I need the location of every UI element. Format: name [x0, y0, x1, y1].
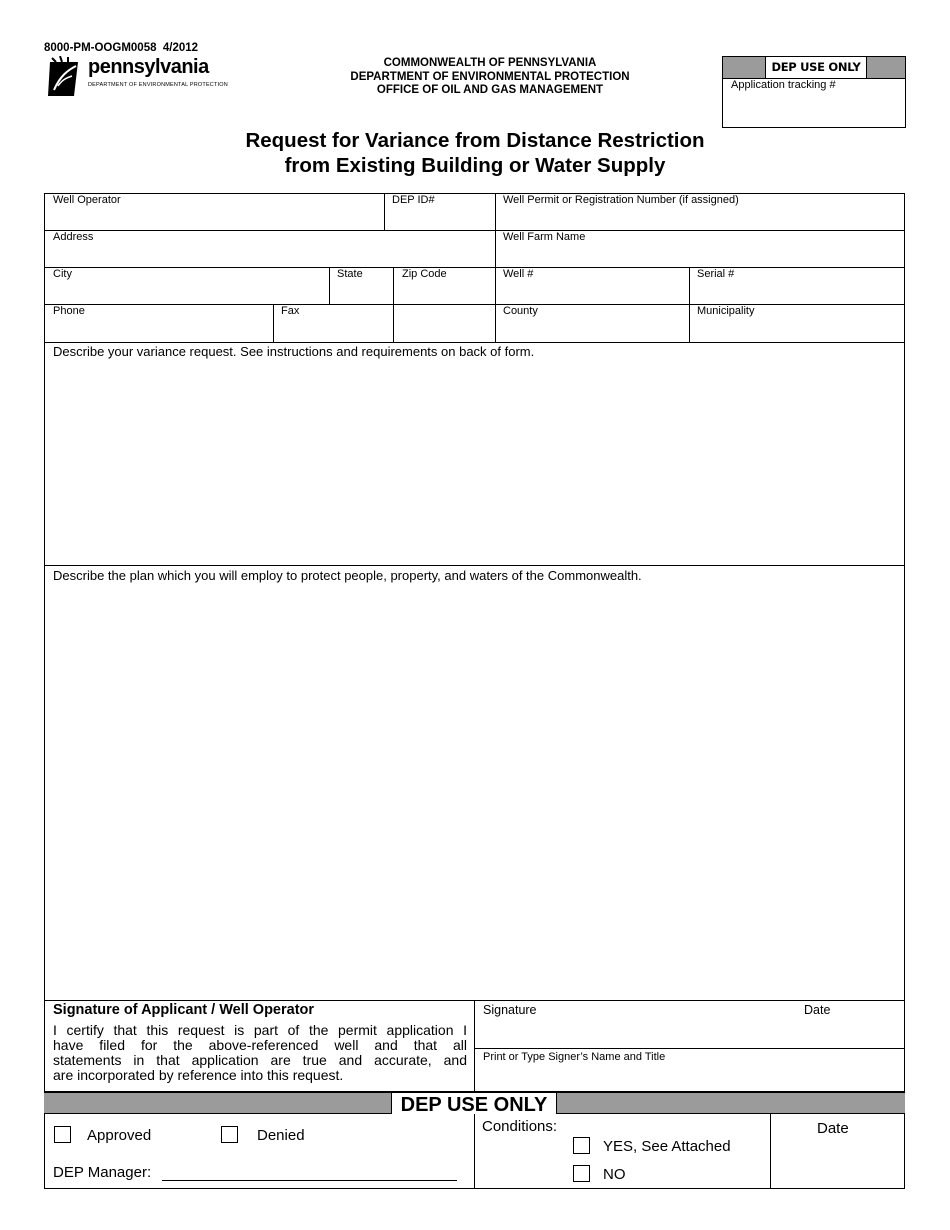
form-title: Request for Variance from Distance Restriction from Existing Building or Water Supply	[245, 129, 705, 177]
county-field[interactable]: County	[503, 305, 538, 317]
municipality-field[interactable]: Municipality	[697, 305, 755, 317]
signature-heading: Signature of Applicant / Well Operator	[53, 1002, 315, 1018]
keystone-leaf-icon	[44, 56, 84, 98]
denied-label: Denied	[257, 1127, 305, 1144]
form-number: 8000-PM-OOGM0058 4/2012	[44, 42, 199, 54]
dep-manager-line[interactable]	[162, 1180, 457, 1181]
well-number-field[interactable]: Well #	[503, 268, 534, 280]
dep-date-field[interactable]: Date	[817, 1120, 849, 1137]
variance-request-area[interactable]: Describe your variance request. See instructions and requirements on back of form.	[53, 344, 535, 359]
no-checkbox[interactable]	[573, 1165, 590, 1182]
dep-use-heading: DEP USE ONLY	[391, 1093, 557, 1114]
logo-subtext: DEPARTMENT OF ENVIRONMENTAL PROTECTION	[88, 82, 228, 88]
no-label: NO	[603, 1166, 626, 1183]
tracking-label: Application tracking #	[731, 79, 836, 91]
dep-use-only-box	[722, 56, 906, 128]
well-permit-field[interactable]: Well Permit or Registration Number (if assigned)	[503, 194, 739, 206]
denied-checkbox[interactable]	[221, 1126, 238, 1143]
print-name-field[interactable]: Print or Type Signer’s Name and Title	[483, 1051, 666, 1063]
agency-heading: COMMONWEALTH OF PENNSYLVANIA DEPARTMENT OF ENVIRONMENTAL PROTECTION OFFICE OF OIL AND GAS MANAGEMENT	[350, 57, 630, 96]
fax-field[interactable]: Fax	[281, 305, 300, 317]
signature-date-field[interactable]: Date	[804, 1003, 831, 1017]
protection-plan-area[interactable]: Describe the plan which you will employ to protect people, property, and waters of the Commonwealth.	[53, 568, 642, 583]
serial-number-field[interactable]: Serial #	[697, 268, 735, 280]
approved-checkbox[interactable]	[54, 1126, 71, 1143]
logo-wordmark: pennsylvania	[88, 56, 209, 78]
conditions-label: Conditions:	[482, 1118, 558, 1135]
zip-code-field[interactable]: Zip Code	[402, 268, 447, 280]
address-field[interactable]: Address	[53, 231, 94, 243]
dep-id-field[interactable]: DEP ID#	[392, 194, 435, 206]
signature-field[interactable]: Signature	[483, 1003, 537, 1017]
dep-manager-label: DEP Manager:	[53, 1164, 152, 1181]
phone-field[interactable]: Phone	[53, 305, 85, 317]
pa-logo	[44, 56, 228, 98]
certification-text: I certify that this request is part of the permit application I have filed for the above-referenced well and that all statements in that application are true and accurate, and are incorporated by reference into this request.	[53, 1022, 467, 1083]
city-field[interactable]: City	[53, 268, 72, 280]
state-field[interactable]: State	[337, 268, 363, 280]
well-operator-field[interactable]: Well Operator	[53, 194, 121, 206]
approved-label: Approved	[87, 1127, 152, 1144]
yes-attached-checkbox[interactable]	[573, 1137, 590, 1154]
well-farm-name-field[interactable]: Well Farm Name	[503, 231, 586, 243]
dep-use-only-label: DEP USE ONLY	[765, 57, 867, 78]
yes-attached-label: YES, See Attached	[603, 1138, 731, 1155]
